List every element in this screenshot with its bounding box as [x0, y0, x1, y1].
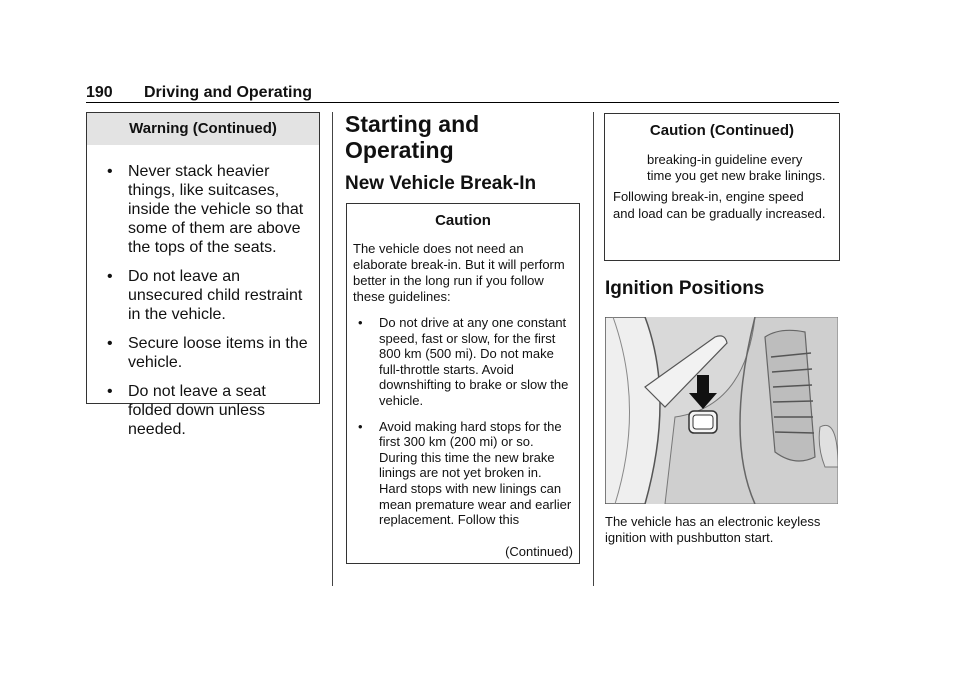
ignition-button-illustration [605, 317, 838, 504]
warning-box-title: Warning (Continued) [87, 113, 319, 145]
page-header [86, 84, 839, 103]
caution-continued-box [604, 113, 840, 261]
warning-item: • Do not leave an unsecured child restraint in the vehicle. [87, 267, 311, 324]
page-number: 190 [86, 84, 113, 101]
ignition-body: The vehicle has an electronic keyless ignition with pushbutton start. [605, 514, 821, 545]
caution-box-title: Caution [435, 212, 491, 229]
column-divider-right [593, 112, 594, 586]
warning-box [86, 112, 320, 438]
caution-intro: The vehicle does not need an elaborate break-in. But it will perform better in the long run if you follow these guidelines: [353, 241, 565, 304]
caution-continued-paragraph: Following break-in, engine speed and load can be gradually increased. [613, 189, 826, 221]
caution-list [347, 315, 579, 528]
caution-continued-title: Caution (Continued) [649, 122, 795, 139]
caution-item: • Do not drive at any one constant speed, fast or slow, for the first 800 km (500 mi). Do not make full-throttle starts. Avoid downshifting to brake or slow the vehicle. [347, 315, 573, 409]
warning-item: • Do not leave a seat folded down unless needed. [87, 382, 311, 439]
caution-continuation-text: breaking-in guideline every time you get new brake linings. [647, 152, 826, 183]
caution-box [346, 203, 580, 564]
warning-item: • Secure loose items in the vehicle. [87, 334, 311, 372]
caution-item: • Avoid making hard stops for the first 300 km (200 mi) or so. During this time the new brake linings are not yet broken in. Hard stops with new linings can mean premature wear and earlier replacement. Follow this [347, 419, 573, 528]
section-title: Driving and Operating [144, 84, 313, 101]
warning-item: • Never stack heavier things, like suitcases, inside the vehicle so that some of them are above the tops of the seats. [87, 162, 311, 257]
column-divider-left [332, 112, 333, 586]
warning-list [87, 162, 319, 439]
continued-label: (Continued) [505, 544, 573, 559]
section-heading: Starting and Operating [345, 111, 480, 163]
ignition-illustration [605, 317, 838, 504]
break-in-heading: New Vehicle Break-In [345, 173, 537, 194]
ignition-heading: Ignition Positions [605, 278, 765, 299]
